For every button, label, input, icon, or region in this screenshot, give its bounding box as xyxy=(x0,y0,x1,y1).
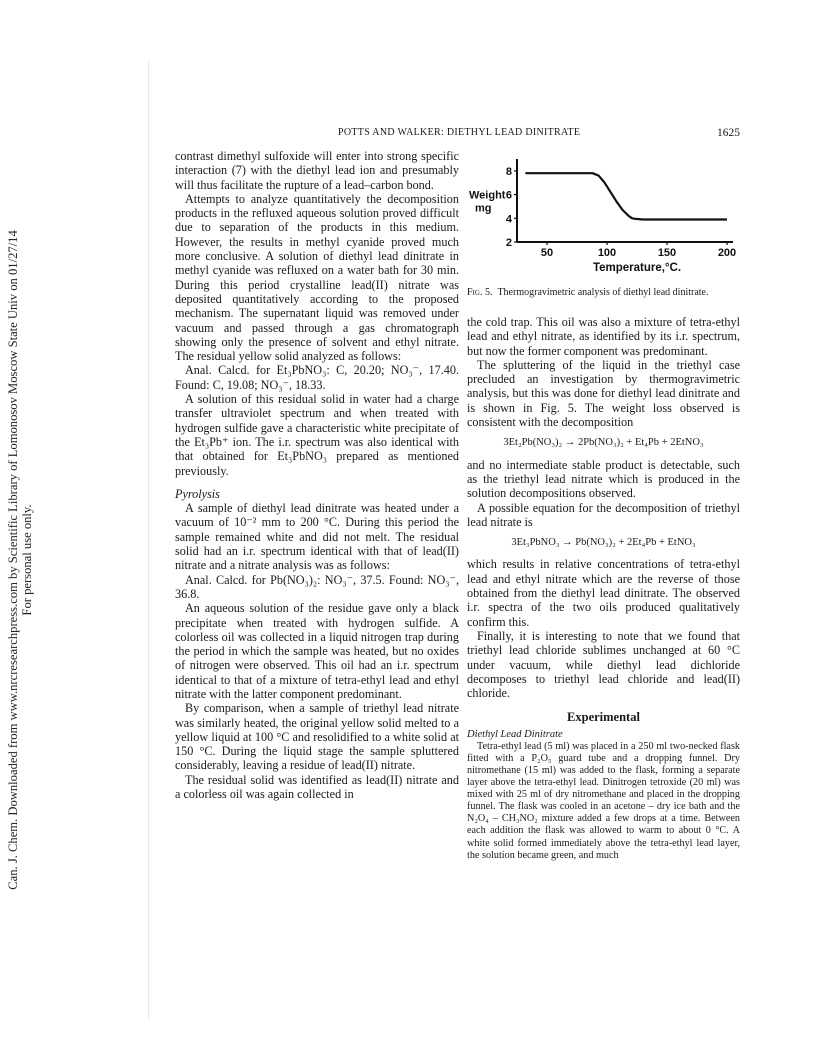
paragraph: By comparison, when a sample of triethyl lead nitrate was similarly heated, the original yellow solid melted to a yellow liquid at 100 °C and resolidified to a white solid at 150 °C. During the liquid stage the sample spluttered considerably, leaving a residue of lead(II) nitrate. xyxy=(175,701,459,773)
x-tick-label: 150 xyxy=(657,247,677,259)
tga-chart xyxy=(467,149,740,279)
paragraph: Attempts to analyze quantitatively the decomposition products in the refluxed aqueous solution proved difficult due to separation of the products in this medium. However, the results in methyl cyanide proved much more conclusive. A solution of diethyl lead dinitrate in methyl cyanide was refluxed on a water bath for 30 min. During this period crystalline lead(II) nitrate was deposited quantitatively according to the proposed mechanism. The supernatant liquid was removed under vacuum and passed through a gas chromatograph showing only the presence of solvent and ethyl nitrate. The residual yellow solid analyzed as follows: xyxy=(175,191,459,364)
paragraph: A possible equation for the decomposition of triethyl lead nitrate is xyxy=(467,500,740,529)
paragraph: The residual solid was identified as lead(II) nitrate and a colorless oil was again collected in xyxy=(175,772,459,802)
x-tick-label: 200 xyxy=(717,247,737,259)
y-tick-label: 4 xyxy=(505,213,512,226)
paragraph: Tetra-ethyl lead (5 ml) was placed in a 250 ml two-necked flask fitted with a P₂O₅ guard tube and a dropping funnel. Dry nitromethane (15 ml) was added to the flask, forming a separate layer above the tetra-ethyl lead. Dinitrogen tetroxide (20 ml) was mixed with 25 ml of dry nitromethane and placed in the dropping funnel. The flask was cooled in an acetone – dry ice bath and the N₂O₄ – CH₃NO₂ mixture added a few drops at a time. Between each addition the flask was allowed to warm to about 0 °C. A white solid formed immediately above the tetra-ethyl lead layer, the solution became green, and much xyxy=(467,740,740,861)
x-tick-label: 100 xyxy=(597,247,617,259)
x-tick-label: 50 xyxy=(540,247,554,259)
section-heading-pyrolysis: Pyrolysis xyxy=(175,486,220,501)
figure-5 xyxy=(467,149,740,279)
subsection-heading: Diethyl Lead Dinitrate xyxy=(467,728,563,740)
right-column xyxy=(467,149,740,862)
analysis-line: Anal. Calcd. for Et₃PbNO₃: C, 20.20; NO₃⁻, 17.40. Found: C, 19.08; NO₃⁻, 18.33. xyxy=(175,363,459,392)
page-edge-line xyxy=(148,60,149,1020)
experimental-text xyxy=(467,729,740,862)
figure-caption xyxy=(467,287,740,299)
x-axis-label: Temperature,°C. xyxy=(592,262,682,274)
paragraph: the cold trap. This oil was also a mixture of tetra-ethyl lead and ethyl nitrate, as identified by its i.r. spectrum, but now the former component was predominant. xyxy=(467,315,740,358)
watermark-line-1: Can. J. Chem. Downloaded from www.nrcresearchpress.com by Scientific Library of Lomonosov Moscow State Univ on 01/27/14 xyxy=(6,230,20,890)
left-column xyxy=(175,149,459,801)
page-number: 1625 xyxy=(717,127,740,139)
download-watermark xyxy=(0,0,40,1052)
weight-curve xyxy=(525,173,727,219)
y-axis-label-line2: mg xyxy=(475,202,492,215)
paragraph: and no intermediate stable product is detectable, such as the triethyl lead nitrate which is produced in the solution decompositions observed. xyxy=(467,457,740,501)
watermark-line-2: For personal use only. xyxy=(20,504,34,616)
paragraph: An aqueous solution of the residue gave only a black precipitate when treated with hydrogen sulfide. A colorless oil was collected in a liquid nitrogen trap during the period in which the sample was heated, but no oxides of nitrogen were observed. This oil had an i.r. spectrum identical to that of a mixture of tetra-ethyl lead and ethyl nitrate with the latter component predominant. xyxy=(175,601,459,701)
equation-2: 3Et₃PbNO₃ → Pb(NO₃)₂ + 2Et₄Pb + EtNO₃ xyxy=(511,537,696,549)
y-tick-label: 8 xyxy=(505,165,512,178)
analysis-line: Anal. Calcd. for Pb(NO₃)₂: NO₃⁻, 37.5. Found: NO₃⁻, 36.8. xyxy=(175,572,459,601)
section-heading-experimental: Experimental xyxy=(567,710,640,725)
paragraph: which results in relative concentrations of tetra-ethyl lead and ethyl nitrate which are the reverse of those obtained from the diethyl lead dinitrate. The observed i.r. spectra of the two oils produced qualitatively confirm this. xyxy=(467,557,740,629)
equation-1: 3Et₂Pb(NO₃)₂ → 2Pb(NO₃)₂ + Et₄Pb + 2EtNO₃ xyxy=(503,437,704,449)
figure-caption-label: Fig. 5. xyxy=(467,287,493,298)
y-tick-label: 2 xyxy=(505,237,512,249)
paragraph: A solution of this residual solid in water had a charge transfer ultraviolet spectrum and when treated with hydrogen sulfide gave a characteristic white precipitate of the Et₃Pb⁺ ion. The i.r. spectrum was also identical with that obtained for Et₃PbNO₃ prepared as mentioned previously. xyxy=(175,392,459,478)
paragraph: Finally, it is interesting to note that we found that triethyl lead chloride sublimes unchanged at 60 °C under vacuum, while diethyl lead dichloride decomposes to triethyl lead chloride and lead(II) chloride. xyxy=(467,628,740,701)
paragraph: The spluttering of the liquid in the triethyl case precluded an investigation by thermogravimetric analysis, but this was done for diethyl lead dinitrate and is shown in Fig. 5. The weight loss observed is consistent with the decomposition xyxy=(467,357,740,430)
y-tick-label: 6 xyxy=(505,189,512,202)
paragraph: contrast dimethyl sulfoxide will enter into strong specific interaction (7) with the diethyl lead ion and presumably will thus facilitate the rupture of a lead–carbon bond. xyxy=(175,149,459,192)
figure-caption-text: Thermogravimetric analysis of diethyl lead dinitrate. xyxy=(497,287,709,298)
paragraph: A sample of diethyl lead dinitrate was heated under a vacuum of 10⁻² mm to 200 °C. During this period the sample remained white and did not melt. The residual solid had an i.r. spectrum identical with that of lead(II) nitrate and a nitrate analysis was as follows: xyxy=(175,501,459,573)
running-header xyxy=(175,127,740,141)
running-title: POTTS AND WALKER: DIETHYL LEAD DINITRATE xyxy=(338,127,581,138)
y-axis-label-line1: Weight xyxy=(469,189,506,202)
